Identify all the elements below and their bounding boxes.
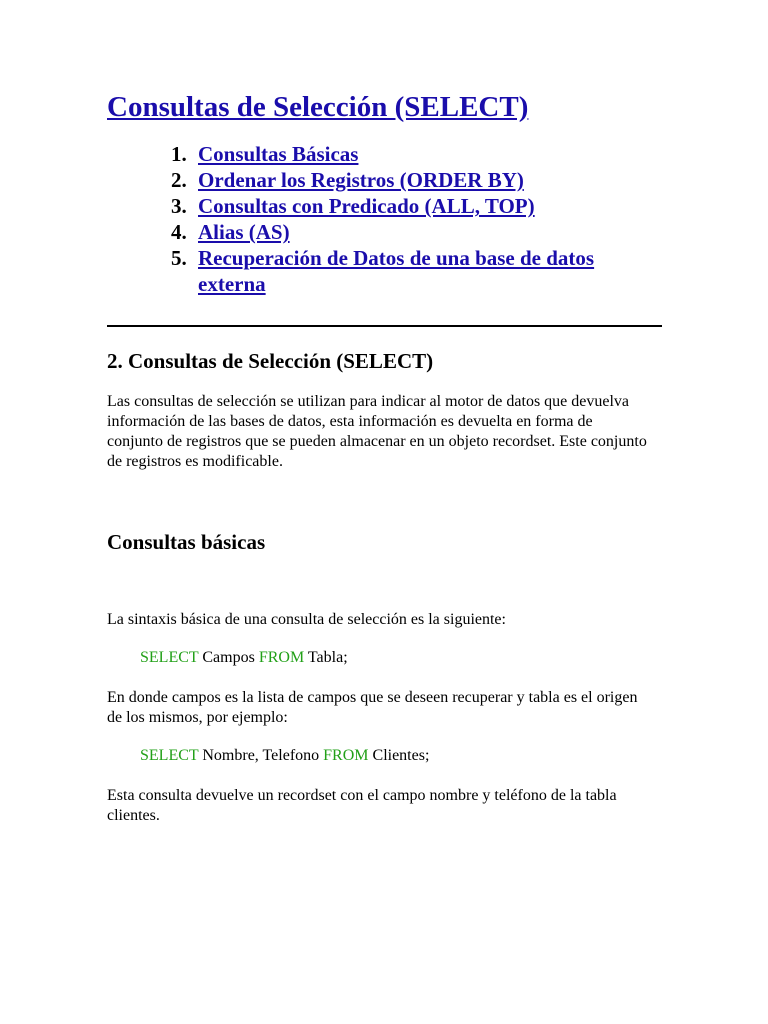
subsection-heading: Consultas básicas	[107, 530, 266, 554]
toc-item-number: 5.	[171, 246, 187, 270]
toc-link-recuperacion-datos[interactable]: Recuperación de Datos de una base de datos externa	[198, 246, 595, 296]
section-intro-paragraph: Las consultas de selección se utilizan para indicar al motor de datos que devuelva información de las bases de datos, esta información es devuelta en forma de conjunto de registros que se pueden almacenar en un objeto recordset. Este conjunto de registros es modificable.	[107, 393, 647, 470]
toc-item-number: 3.	[171, 194, 187, 218]
result-paragraph: Esta consulta devuelve un recordset con el campo nombre y teléfono de la tabla clientes.	[107, 787, 617, 824]
toc-link-alias[interactable]: Alias (AS)	[198, 220, 290, 244]
horizontal-divider	[107, 325, 662, 327]
sql-keyword: FROM	[323, 747, 369, 764]
table-of-contents	[171, 141, 641, 297]
toc-item	[171, 167, 641, 193]
code-text: Campos	[198, 649, 259, 666]
toc-link-consultas-basicas[interactable]: Consultas Básicas	[198, 142, 359, 166]
code-text: Tabla;	[304, 649, 348, 666]
toc-item	[171, 193, 641, 219]
code-example-clientes	[140, 746, 429, 766]
sql-keyword: SELECT	[140, 649, 199, 666]
explanation-paragraph: En donde campos es la lista de campos que se deseen recuperar y tabla es el origen de los mismos, por ejemplo:	[107, 689, 638, 726]
sql-keyword: FROM	[258, 649, 305, 666]
toc-item	[171, 219, 641, 245]
toc-item-number: 4.	[171, 220, 187, 244]
code-text: Nombre, Telefono	[198, 747, 324, 764]
toc-item-number: 2.	[171, 168, 187, 192]
page-title-link[interactable]: Consultas de Selección (SELECT)	[107, 91, 529, 123]
toc-item	[171, 245, 641, 297]
code-text: Clientes;	[368, 747, 430, 764]
sql-keyword: SELECT	[140, 747, 199, 764]
toc-item-number: 1.	[171, 142, 187, 166]
code-example-syntax	[140, 648, 348, 668]
toc-item	[171, 141, 641, 167]
toc-link-consultas-predicado[interactable]: Consultas con Predicado (ALL, TOP)	[198, 194, 535, 218]
toc-link-ordenar-registros[interactable]: Ordenar los Registros (ORDER BY)	[198, 168, 524, 192]
syntax-intro-paragraph: La sintaxis básica de una consulta de selección es la siguiente:	[107, 611, 506, 628]
section-heading: 2. Consultas de Selección (SELECT)	[107, 349, 434, 373]
page-title[interactable]	[107, 88, 528, 126]
